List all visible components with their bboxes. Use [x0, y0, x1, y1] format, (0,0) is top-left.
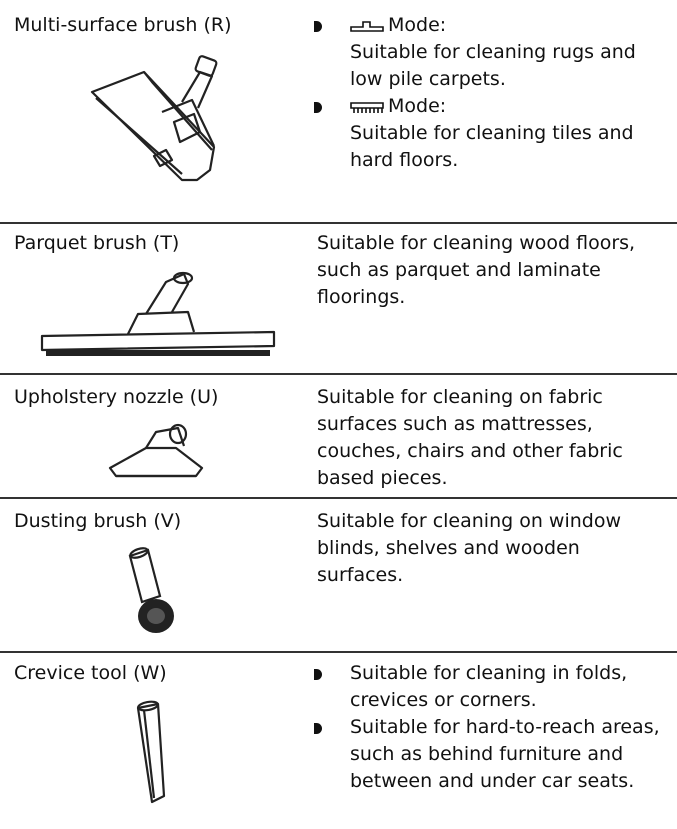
- row-divider: [0, 651, 677, 653]
- item-name-upholstery-nozzle: Upholstery nozzle (U): [14, 386, 219, 408]
- mode-description: Suitable for cleaning rugs and low pile carpets.: [350, 41, 636, 90]
- item-description-dusting-brush: Suitable for cleaning on window blinds, shelves and wooden surfaces.: [317, 510, 622, 586]
- dusting-brush-icon: [122, 546, 182, 638]
- row-divider: [0, 373, 677, 375]
- item-name-multi-surface-brush: Multi-surface brush (R): [14, 14, 232, 36]
- multi-surface-brush-bullets: [312, 12, 672, 174]
- mode-label: Mode:: [388, 14, 447, 36]
- bullet-text: Suitable for hard-to-reach areas, such as behind furniture and between and under car seats.: [350, 716, 660, 792]
- item-name-crevice-tool: Crevice tool (W): [14, 662, 167, 684]
- bullet-icon: [314, 102, 322, 113]
- hard-floor-mode-icon: [350, 100, 384, 114]
- mode-label: Mode:: [388, 95, 447, 117]
- bullet-text: Suitable for cleaning in folds, crevices or corners.: [350, 662, 628, 711]
- item-description-parquet-brush: Suitable for cleaning wood floors, such as parquet and laminate floorings.: [317, 232, 636, 308]
- list-item: [312, 714, 672, 795]
- carpet-mode-icon: [350, 19, 384, 33]
- multi-surface-brush-icon: [82, 52, 232, 202]
- row-divider: [0, 497, 677, 499]
- list-item: [312, 12, 672, 93]
- bullet-icon: [314, 723, 322, 734]
- mode-description: Suitable for cleaning tiles and hard floors.: [350, 122, 634, 171]
- bullet-icon: [314, 669, 322, 680]
- upholstery-nozzle-icon: [106, 418, 206, 486]
- bullet-icon: [314, 21, 322, 32]
- crevice-tool-icon: [130, 700, 180, 806]
- parquet-brush-icon: [38, 268, 278, 364]
- item-name-parquet-brush: Parquet brush (T): [14, 232, 180, 254]
- crevice-tool-bullets: [312, 660, 672, 795]
- row-divider: [0, 222, 677, 224]
- item-name-dusting-brush: Dusting brush (V): [14, 510, 182, 532]
- list-item: [312, 660, 672, 714]
- item-description-upholstery-nozzle: Suitable for cleaning on fabric surfaces such as mattresses, couches, chairs and other fabric based pieces.: [317, 386, 623, 489]
- list-item: [312, 93, 672, 174]
